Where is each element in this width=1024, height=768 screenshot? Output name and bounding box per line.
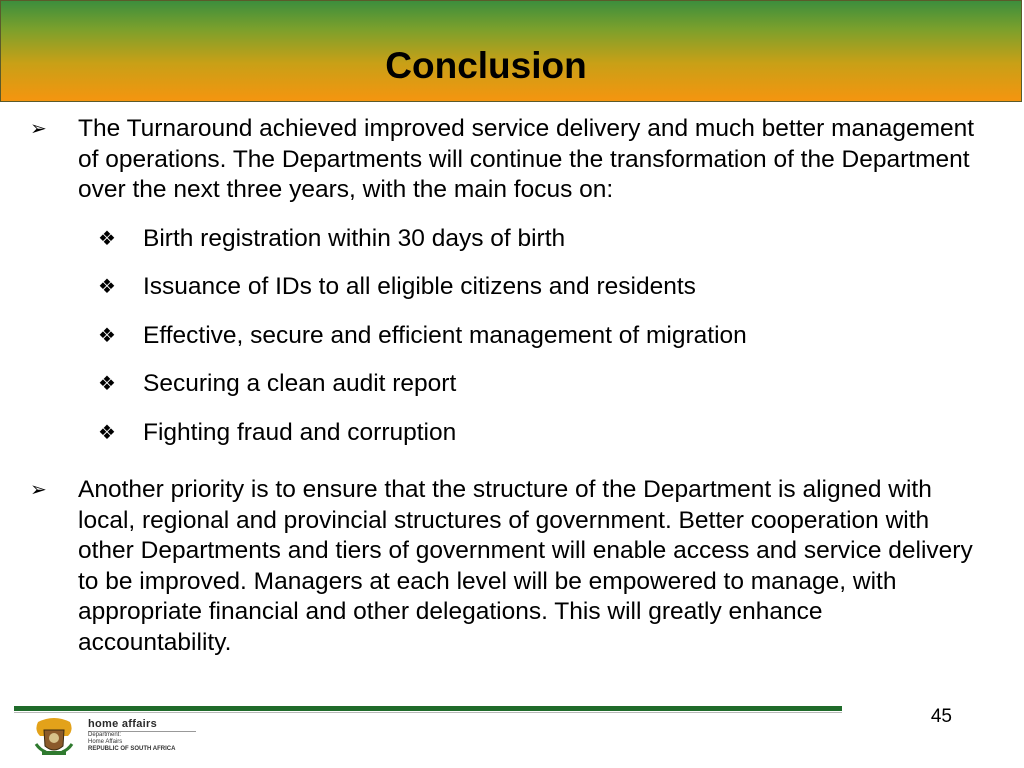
logo-line-1: Department: (88, 732, 122, 738)
sub-bullet-text: Birth registration within 30 days of birth (143, 224, 566, 252)
logo-subtext (88, 732, 175, 753)
home-affairs-logo (30, 716, 230, 756)
sub-bullet-item (98, 312, 978, 361)
coat-of-arms-icon (30, 716, 78, 756)
bullet-2-text: Another priority is to ensure that the structure of the Department is aligned with local, regional and provincial structures of government. Better cooperation with other Departments and tiers of government will enable access and service delivery to be improved. Managers at each level will be empowered to manage, with appropriate financial and other delegations. This will greatly enhance accountability. (78, 476, 973, 656)
diamond-bullet-icon: ❖ (98, 373, 116, 395)
sub-bullet-item (98, 263, 978, 312)
page-number: 45 (930, 706, 952, 727)
logo-line-2: Home Affairs (88, 739, 123, 745)
footer-divider-shadow (14, 712, 842, 713)
footer-divider (14, 706, 842, 711)
arrow-bullet-icon: ➢ (30, 479, 47, 501)
sub-bullet-item (98, 360, 978, 409)
logo-brand-text: home affairs (88, 718, 158, 730)
sub-bullet-list (98, 215, 978, 458)
slide-content (28, 114, 978, 658)
diamond-bullet-icon: ❖ (98, 227, 116, 250)
slide-title: Conclusion (385, 45, 587, 86)
sub-bullet-item (98, 409, 978, 458)
diamond-bullet-icon: ❖ (98, 421, 116, 444)
sub-bullet-item (98, 215, 978, 264)
bullet-1 (28, 114, 978, 206)
sub-bullet-text: Effective, secure and efficient management of migration (143, 321, 747, 349)
bullet-2 (28, 475, 978, 658)
logo-line-3: REPUBLIC OF SOUTH AFRICA (88, 746, 176, 752)
bullet-1-text: The Turnaround achieved improved service delivery and much better management of operations. The Departments will continue the transformation of the Department over the next three years, with the main focus on: (78, 115, 975, 203)
arrow-bullet-icon: ➢ (30, 118, 47, 140)
diamond-bullet-icon: ❖ (98, 276, 116, 298)
sub-bullet-text: Issuance of IDs to all eligible citizens and residents (143, 273, 696, 300)
diamond-bullet-icon: ❖ (98, 324, 116, 347)
sub-bullet-text: Fighting fraud and corruption (143, 418, 457, 446)
sub-bullet-text: Securing a clean audit report (143, 370, 457, 397)
